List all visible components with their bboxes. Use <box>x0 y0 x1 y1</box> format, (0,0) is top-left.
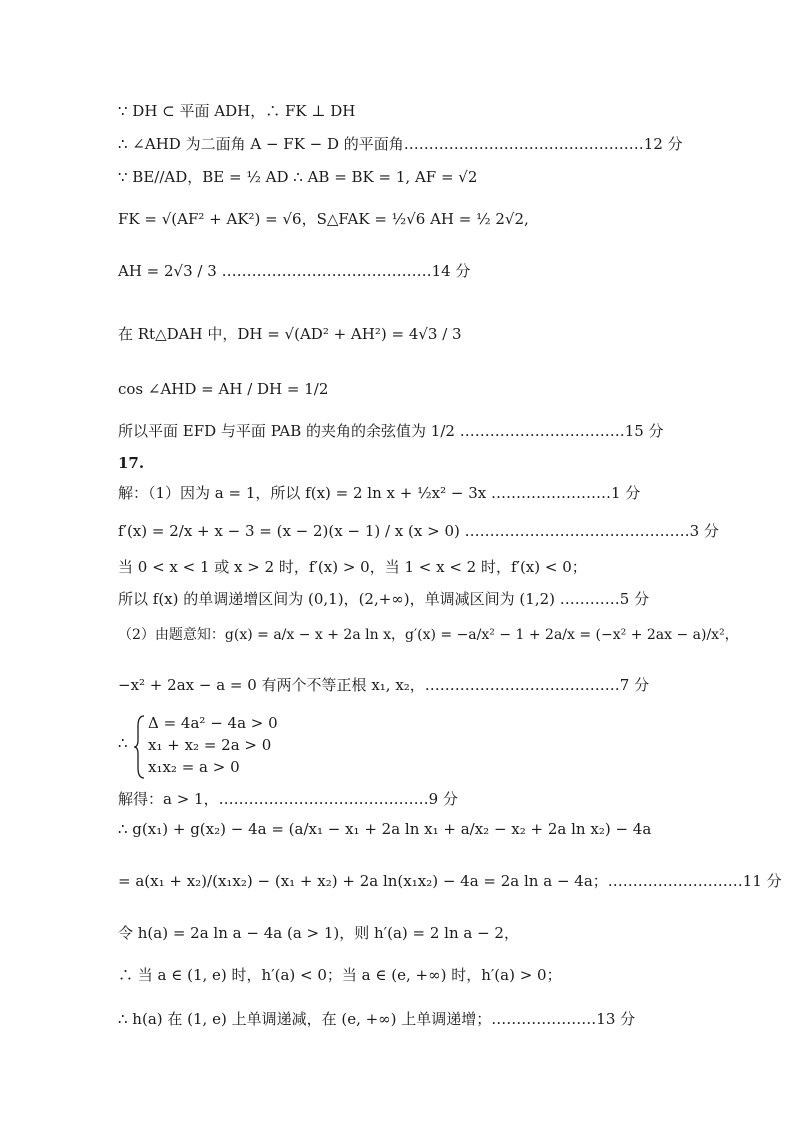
proof-line-5: AH = 2√3 / 3 ……………………………………14 分 <box>118 262 471 280</box>
left-brace <box>134 714 146 780</box>
solution-line-9: = a(x₁ + x₂)/(x₁x₂) − (x₁ + x₂) + 2a ln(x₁x₂) − 4a = 2a ln a − 4a；………………………11 分 <box>118 872 782 890</box>
proof-line-3: ∵ BE//AD，BE = ½ AD ∴ AB = BK = 1, AF = √2 <box>118 168 478 186</box>
proof-line-4: FK = √(AF² + AK²) = √6，S△FAK = ½√6 AH = ½ 2√2, <box>118 210 529 228</box>
solution-line-7: 解得：a > 1，……………………………………9 分 <box>118 790 458 808</box>
question-number: 17. <box>118 454 145 472</box>
proof-line-7: cos ∠AHD = AH / DH = 1/2 <box>118 380 329 398</box>
solution-line-5: （2）由题意知：g(x) = a/x − x + 2a ln x，g′(x) = −a/x² − 1 + 2a/x = (−x² + 2ax − a)/x²， <box>118 627 739 643</box>
therefore-symbol: ∴ <box>118 734 128 752</box>
solution-line-4: 所以 f(x) 的单调递增区间为 (0,1)，(2,+∞)，单调减区间为 (1,2) …………5 分 <box>118 590 650 608</box>
solution-line-8: ∴ g(x₁) + g(x₂) − 4a = (a/x₁ − x₁ + 2a ln x₁ + a/x₂ − x₂ + 2a ln x₂) − 4a <box>118 820 652 838</box>
system-eq-2: x₁ + x₂ = 2a > 0 <box>148 736 272 754</box>
solution-line-10: 令 h(a) = 2a ln a − 4a (a > 1)，则 h′(a) = 2 ln a − 2， <box>118 924 519 942</box>
solution-line-12: ∴ h(a) 在 (1, e) 上单调递减，在 (e, +∞) 上单调递增；…………………13 分 <box>118 1010 636 1028</box>
solution-line-3: 当 0 < x < 1 或 x > 2 时，f′(x) > 0，当 1 < x < 2 时，f′(x) < 0； <box>118 558 587 576</box>
proof-line-1: ∵ DH ⊂ 平面 ADH，∴ FK ⊥ DH <box>118 102 356 120</box>
system-eq-3: x₁x₂ = a > 0 <box>148 758 240 776</box>
solution-line-2: f′(x) = 2/x + x − 3 = (x − 2)(x − 1) / x (x > 0) ………………………………………3 分 <box>118 522 719 540</box>
solution-line-6: −x² + 2ax − a = 0 有两个不等正根 x₁, x₂，…………………………………7 分 <box>118 676 650 694</box>
solution-line-1: 解：（1）因为 a = 1，所以 f(x) = 2 ln x + ½x² − 3x ……………………1 分 <box>118 484 641 502</box>
proof-line-8: 所以平面 EFD 与平面 PAB 的夹角的余弦值为 1/2 ……………………………15 分 <box>118 422 664 440</box>
solution-line-11: ∴ 当 a ∈ (1, e) 时，h′(a) < 0；当 a ∈ (e, +∞) 时，h′(a) > 0； <box>118 966 562 984</box>
proof-line-6: 在 Rt△DAH 中，DH = √(AD² + AH²) = 4√3 / 3 <box>118 325 462 343</box>
proof-line-2: ∴ ∠AHD 为二面角 A − FK − D 的平面角…………………………………………12 分 <box>118 135 683 153</box>
system-eq-1: Δ = 4a² − 4a > 0 <box>148 714 278 732</box>
